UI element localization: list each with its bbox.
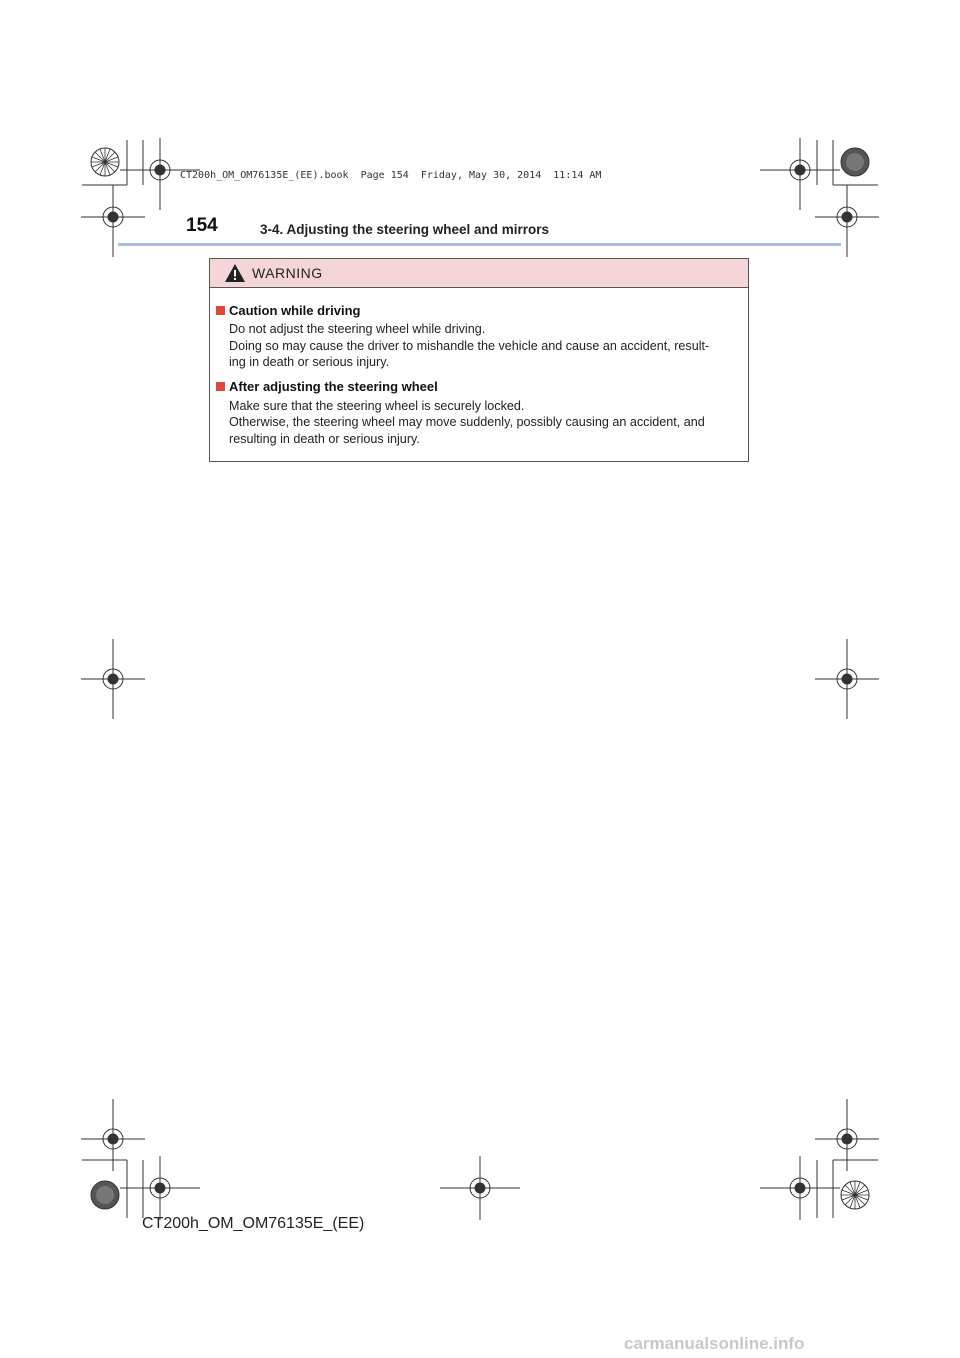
item-text [229, 398, 738, 448]
item-line: ing in death or serious injury. [229, 355, 390, 369]
item-heading: Caution while driving [229, 302, 361, 318]
item-line: Otherwise, the steering wheel may move suddenly, possibly causing an accident, and [229, 415, 705, 429]
item-text [229, 321, 738, 371]
item-line: resulting in death or serious injury. [229, 431, 420, 446]
warning-header [210, 259, 748, 288]
warning-item [216, 300, 738, 371]
item-line: Doing so may cause the driver to mishandle the vehicle and cause an accident, result- [229, 338, 710, 353]
square-bullet-icon [216, 306, 225, 315]
item-line: Do not adjust the steering wheel while driving. [229, 322, 486, 336]
warning-box [209, 258, 749, 462]
page-number: 154 [186, 215, 218, 236]
warning-label: WARNING [252, 265, 323, 281]
print-info: CT200h_OM_OM76135E_(EE).book Page 154 Friday, May 30, 2014 11:14 AM [180, 170, 602, 181]
warning-item [216, 377, 738, 448]
warning-triangle-icon [224, 263, 246, 283]
warning-body [210, 288, 748, 447]
watermark: carmanualsonline.info [624, 1334, 805, 1353]
header-rule [118, 243, 841, 246]
footer-code: CT200h_OM_OM76135E_(EE) [142, 1215, 365, 1232]
item-heading: After adjusting the steering wheel [229, 379, 438, 394]
item-line: Make sure that the steering wheel is securely locked. [229, 398, 525, 413]
section-title: 3-4. Adjusting the steering wheel and mirrors [260, 222, 550, 237]
square-bullet-icon [216, 382, 225, 391]
